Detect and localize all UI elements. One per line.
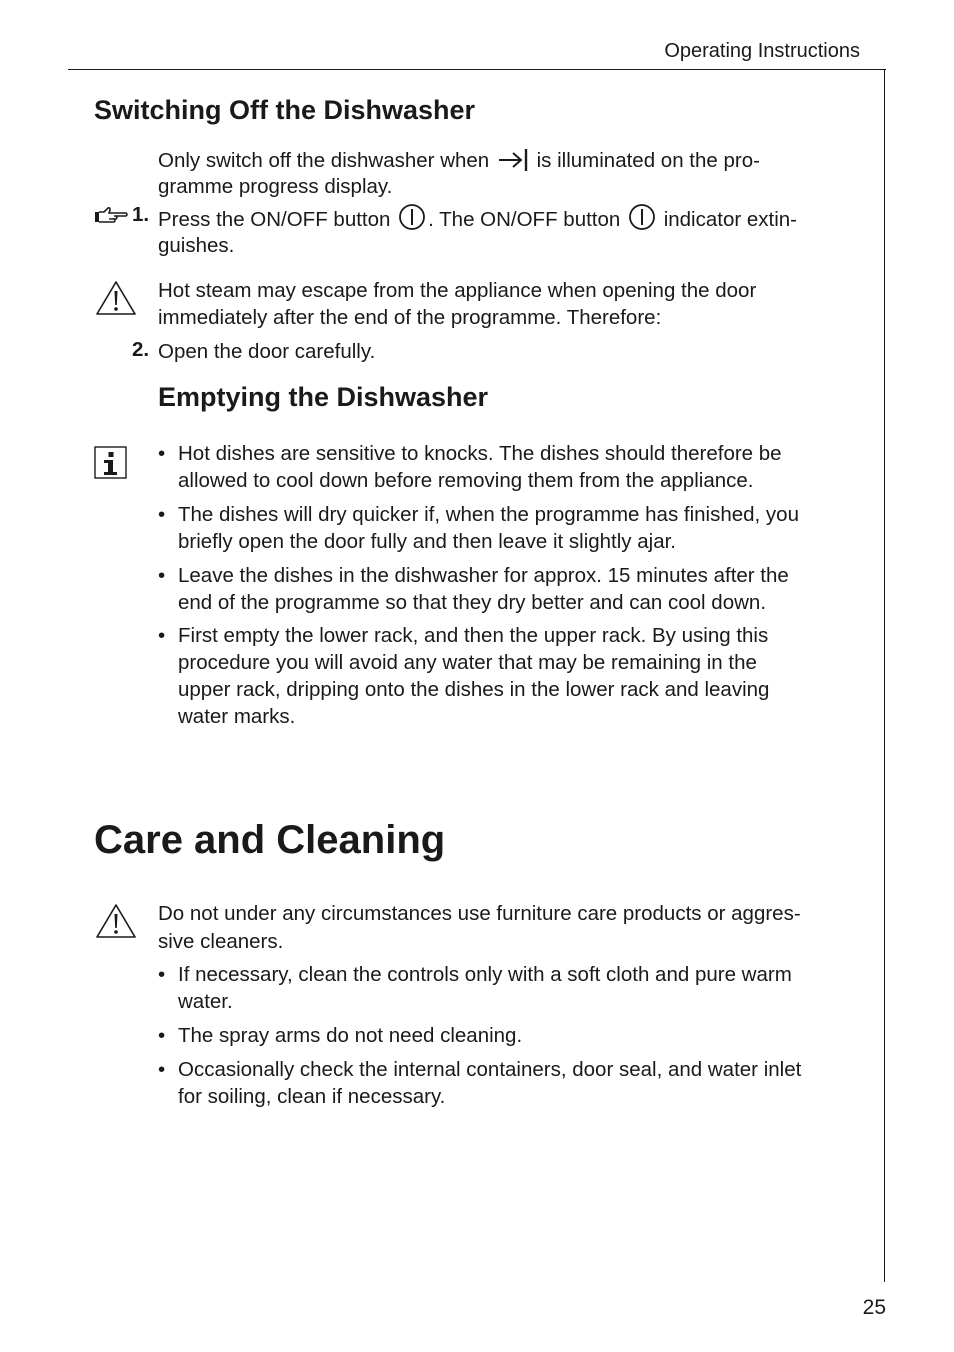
intro-text-before: Only switch off the dishwasher when (158, 149, 490, 172)
bullet-dot: • (158, 963, 166, 986)
step-1-part3: indicator extin- (663, 208, 798, 231)
list-item-line: Occasionally check the internal containers, door seal, and water inlet (178, 1058, 802, 1081)
bullet-dot: • (158, 503, 166, 526)
intro-text-after: is illuminated on the pro- (536, 149, 760, 172)
header-rule (68, 69, 886, 70)
bullet-dot: • (158, 1058, 166, 1081)
steam-warning-line1: Hot steam may escape from the appliance when opening the door (158, 279, 757, 302)
step-1-number: 1. (132, 203, 150, 226)
pointing-hand-icon (94, 205, 130, 232)
list-item-line: First empty the lower rack, and then the upper rack. By using this (178, 624, 769, 647)
list-item-line: Leave the dishes in the dishwasher for approx. 15 minutes after the (178, 564, 789, 587)
list-item-line: allowed to cool down before removing them from the appliance. (178, 469, 754, 492)
list-item-line: water marks. (178, 705, 296, 728)
list-item-line: procedure you will avoid any water that may be remaining in the (178, 651, 757, 674)
care-heading: Care and Cleaning (94, 818, 446, 862)
step-2-text: Open the door carefully. (158, 340, 376, 363)
step-1-text (158, 203, 858, 238)
list-item-line: for soiling, clean if necessary. (178, 1085, 446, 1108)
list-item-line: The dishes will dry quicker if, when the programme has finished, you (178, 503, 799, 526)
warning-triangle-icon (94, 279, 138, 322)
running-header: Operating Instructions (664, 40, 860, 62)
emptying-heading: Emptying the Dishwasher (158, 382, 489, 412)
list-item-line: Hot dishes are sensitive to knocks. The dishes should therefore be (178, 442, 782, 465)
step-1-part1: Press the ON/OFF button (158, 208, 391, 231)
list-item-line: briefly open the door fully and then leave it slightly ajar. (178, 530, 676, 553)
margin-rule (884, 69, 885, 1282)
list-item-line: end of the programme so that they dry better and can cool down. (178, 591, 767, 614)
bullet-dot: • (158, 564, 166, 587)
warning-triangle-icon (94, 902, 138, 945)
steam-warning-line2: immediately after the end of the programme. Therefore: (158, 306, 662, 329)
list-item-line: upper rack, dripping onto the dishes in the lower rack and leaving (178, 678, 770, 701)
switching-off-intro-line2: gramme progress display. (158, 175, 393, 198)
list-item-line: The spray arms do not need cleaning. (178, 1024, 523, 1047)
power-indicator-icon (628, 203, 656, 238)
power-button-icon (398, 203, 426, 238)
step-1-part2: . The ON/OFF button (428, 208, 621, 231)
info-icon (94, 446, 128, 485)
step-2-number: 2. (132, 338, 150, 361)
list-item-line: If necessary, clean the controls only with a soft cloth and pure warm (178, 963, 792, 986)
step-1-line2: guishes. (158, 234, 235, 257)
programme-end-arrow-icon (497, 148, 529, 179)
bullet-dot: • (158, 1024, 166, 1047)
bullet-dot: • (158, 442, 166, 465)
page-number: 25 (862, 1296, 886, 1319)
bullet-dot: • (158, 624, 166, 647)
care-warning-line2: sive cleaners. (158, 930, 284, 953)
care-warning-line1: Do not under any circumstances use furniture care products or aggres- (158, 902, 801, 925)
list-item-line: water. (178, 990, 233, 1013)
switching-off-heading: Switching Off the Dishwasher (94, 95, 476, 125)
